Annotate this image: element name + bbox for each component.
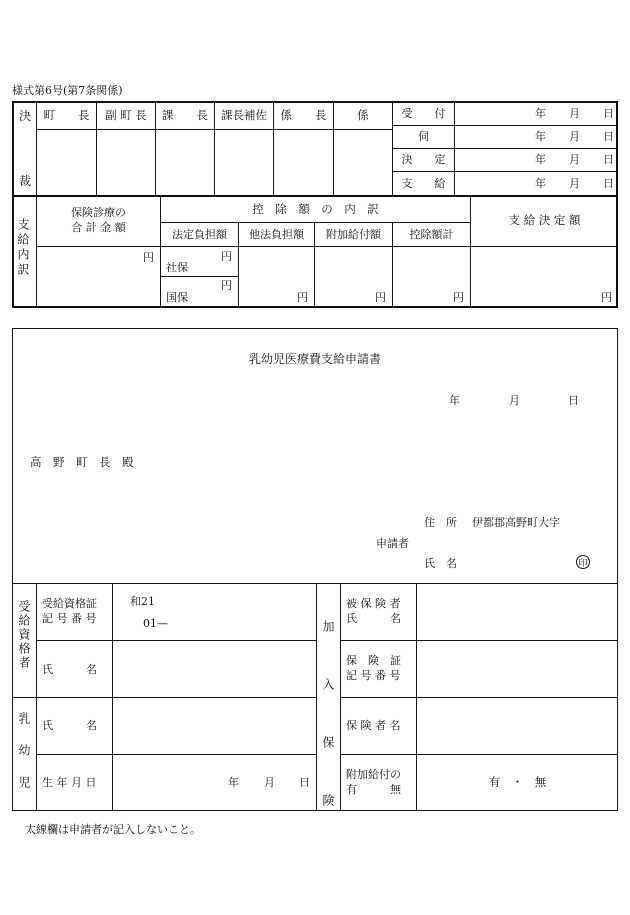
card-label-1: 保 険 証 (346, 654, 401, 667)
addl-benefit-label-2: 有 無 (346, 783, 401, 796)
insured-label-2: 氏 名 (346, 612, 401, 625)
dob-day: 日 (299, 776, 310, 789)
seal-icon: 印 (576, 555, 590, 569)
date-day: 日 (603, 177, 614, 190)
date-label-inquiry: 伺 (418, 130, 429, 143)
yen-unit: 円 (453, 291, 464, 304)
date-label-receipt: 受 付 (401, 107, 446, 120)
approval-side-bottom: 裁 (19, 174, 32, 188)
address-label: 住 所 (424, 516, 457, 529)
date-label-payment: 支 給 (401, 177, 446, 190)
address-value: 伊都郡高野町大字 (472, 516, 560, 529)
kokuho-label: 国保 (166, 291, 188, 304)
date-year: 年 (535, 177, 546, 190)
date-day: 日 (603, 130, 614, 143)
footer-note: 太線欄は申請者が記入しないこと。 (25, 823, 201, 836)
insurance-side-label: 加 入 保 険 (321, 620, 335, 823)
dob-month: 月 (264, 776, 275, 789)
date-day: 日 (603, 153, 614, 166)
cert-label-2: 記 号 番 号 (42, 612, 97, 625)
dob-year: 年 (228, 776, 239, 789)
infant-dob-label: 生 年 月 日 (42, 776, 97, 789)
card-label-2: 記 号 番 号 (346, 669, 401, 682)
shaho-label: 社保 (166, 261, 188, 274)
insured-label-1: 被 保 険 者 (346, 597, 401, 610)
date-month: 月 (569, 177, 580, 190)
role-subsection-chief: 係 長 (280, 108, 327, 122)
col-deduction-total: 控除額計 (409, 228, 454, 241)
insurance-total-line1: 保険診療の (71, 206, 126, 219)
application-date-year: 年 (449, 394, 460, 407)
cert-label-1: 受給資格証 (42, 597, 97, 610)
col-additional: 附加給付額 (326, 228, 381, 241)
date-month: 月 (569, 107, 580, 120)
date-label-decision: 決 定 (401, 153, 446, 166)
applicant-name-label: 氏 名 (424, 557, 457, 570)
payment-decision-label: 支 給 決 定 額 (508, 213, 581, 227)
yen-unit: 円 (297, 291, 308, 304)
role-section-chief: 課 長 (162, 108, 208, 122)
role-assistant-chief: 課長補佐 (221, 108, 267, 122)
eligible-name-label: 氏 名 (42, 663, 97, 676)
date-day: 日 (603, 107, 614, 120)
form-number: 様式第6号(第7条関係) (12, 84, 123, 97)
col-statutory: 法定負担額 (172, 228, 227, 241)
role-mayor: 町 長 (43, 108, 90, 122)
insurance-total-line2: 合 計 金 額 (71, 221, 126, 234)
insurer-label: 保 険 者 名 (346, 719, 401, 732)
application-date-day: 日 (568, 394, 579, 407)
application-title: 乳幼児医療費支給申請書 (248, 352, 381, 366)
approval-side-top: 決 (19, 109, 32, 123)
col-other-law: 他法負担額 (249, 228, 304, 241)
applicant-label: 申請者 (376, 537, 409, 550)
yen-unit: 円 (221, 250, 232, 263)
role-deputy-mayor: 副 町 長 (105, 108, 147, 122)
date-month: 月 (569, 130, 580, 143)
breakdown-side-label: 支給内訳 (16, 218, 30, 278)
date-year: 年 (535, 130, 546, 143)
yen-unit: 円 (601, 291, 612, 304)
yen-unit: 円 (375, 291, 386, 304)
infant-name-label: 氏 名 (42, 719, 97, 732)
deduction-title: 控 除 額 の 内 訳 (252, 202, 379, 216)
date-year: 年 (535, 107, 546, 120)
cert-value-2: 01— (143, 617, 168, 630)
yen-unit: 円 (143, 251, 154, 264)
addressee: 高 野 町 長 殿 (30, 455, 134, 469)
addl-benefit-value: 有 ・ 無 (488, 775, 547, 789)
yen-unit: 円 (221, 279, 232, 292)
infant-side-label: 乳 幼 児 (17, 712, 31, 792)
date-month: 月 (569, 153, 580, 166)
application-date-month: 月 (509, 394, 520, 407)
addl-benefit-label-1: 附加給付の (346, 768, 401, 781)
cert-value-1: 和21 (130, 595, 155, 608)
date-year: 年 (535, 153, 546, 166)
application-form (12, 328, 618, 811)
role-staff: 係 (357, 108, 369, 122)
eligibility-side-label: 受給資格者 (17, 600, 31, 670)
